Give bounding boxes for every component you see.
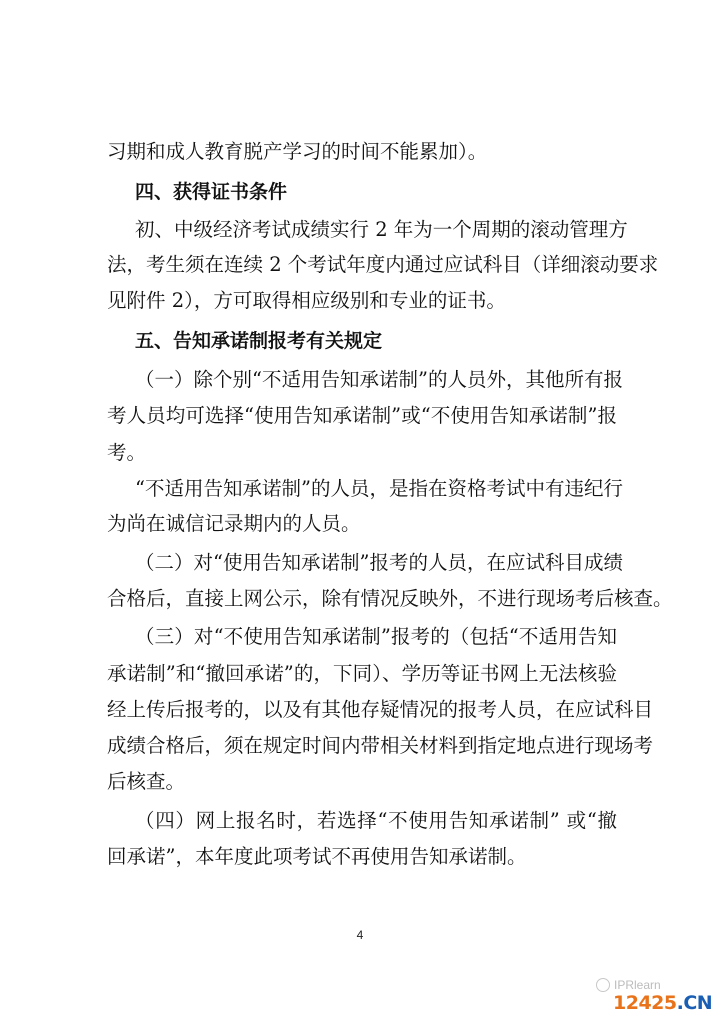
wechat-icon — [596, 978, 610, 992]
paragraph-line: 考人员均可选择“使用告知承诺制”或“不使用告知承诺制”报 — [107, 404, 617, 427]
paragraph-line: 回承诺”，本年度此项考试不再使用告知承诺制。 — [107, 845, 527, 868]
paragraph-line: 成绩合格后，须在规定时间内带相关材料到指定地点进行现场考 — [107, 734, 654, 757]
paragraph-line: 经上传后报考的，以及有其他存疑情况的报考人员，在应试科目 — [107, 698, 654, 721]
paragraph-line: 后核查。 — [107, 770, 186, 793]
section-heading: 四、获得证书条件 — [135, 181, 288, 203]
wechat-watermark — [596, 978, 661, 992]
page-number: 4 — [356, 928, 364, 942]
paragraph-line: 合格后，直接上网公示，除有情况反映外，不进行现场考后核查。 — [107, 587, 673, 610]
paragraph-line: （一）除个别“不适用告知承诺制”的人员外，其他所有报 — [135, 368, 623, 391]
site-number: 12425 — [613, 992, 677, 1014]
site-dot: . — [676, 992, 684, 1014]
site-watermark — [613, 992, 712, 1014]
watermark-account: IPRlearn — [614, 978, 661, 992]
paragraph-line: 承诺制”和“撤回承诺”的，下同）、学历等证书网上无法核验 — [107, 662, 617, 685]
paragraph-line: 见附件 2），方可取得相应级别和专业的证书。 — [107, 289, 506, 312]
paragraph-line: 初、中级经济考试成绩实行 2 年为一个周期的滚动管理方 — [135, 218, 628, 241]
paragraph-line: （三）对“不使用告知承诺制”报考的（包括“不适用告知 — [135, 625, 617, 648]
paragraph-line: （四）网上报名时，若选择“不使用告知承诺制” 或“撤 — [135, 809, 617, 832]
paragraph-line: 法，考生须在连续 2 个考试年度内通过应试科目（详细滚动要求 — [107, 253, 659, 276]
paragraph-line: “不适用告知承诺制”的人员，是指在资格考试中有违纪行 — [135, 477, 623, 500]
paragraph-line: 考。 — [107, 441, 147, 464]
paragraph-line: 为尚在诚信记录期内的人员。 — [107, 512, 361, 535]
paragraph-line: 习期和成人教育脱产学习的时间不能累加）。 — [107, 140, 488, 163]
paragraph-line: （二）对“使用告知承诺制”报考的人员，在应试科目成绩 — [135, 551, 623, 574]
site-tld: CN — [683, 992, 713, 1014]
section-heading: 五、告知承诺制报考有关规定 — [135, 330, 383, 352]
